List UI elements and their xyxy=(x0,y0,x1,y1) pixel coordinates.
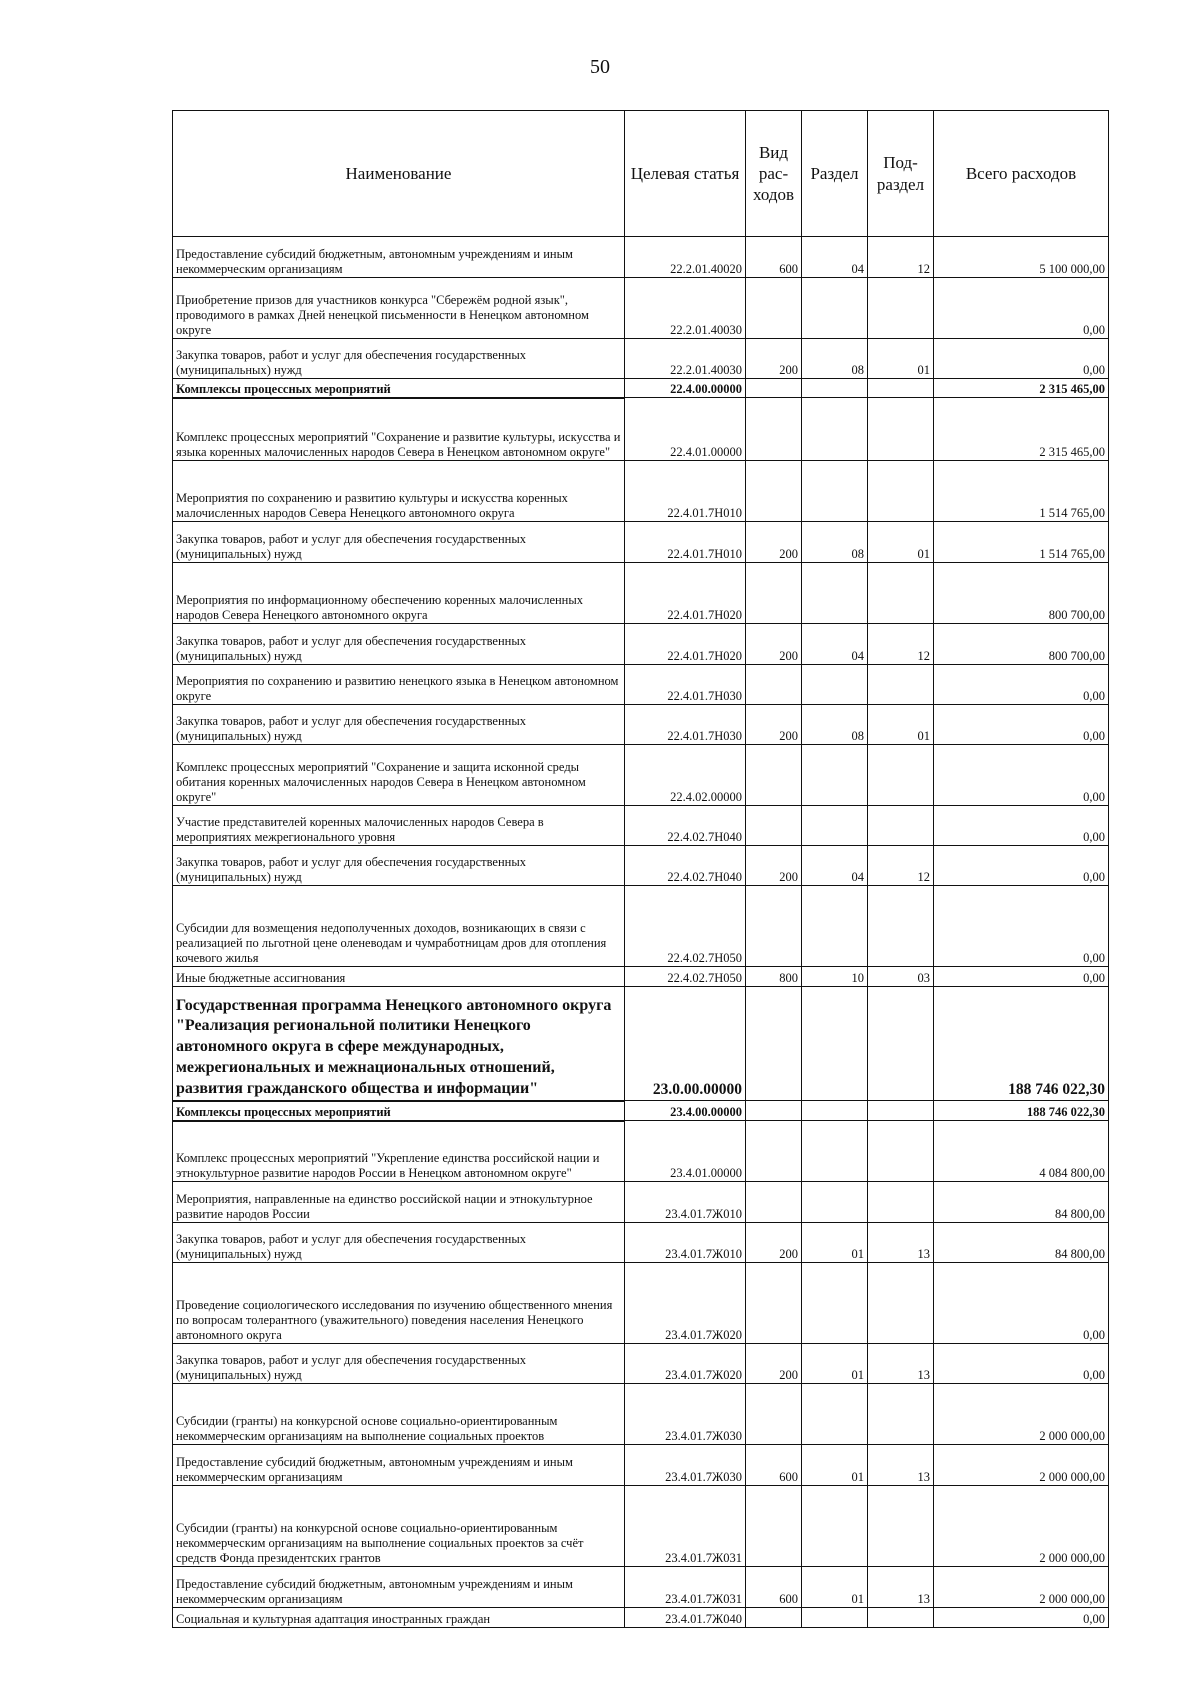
cell-target: 22.4.01.7Н010 xyxy=(625,461,746,522)
cell-section xyxy=(802,1384,868,1445)
table-row xyxy=(173,1445,1109,1486)
cell-section xyxy=(802,987,868,1101)
cell-target: 22.4.01.7Н030 xyxy=(625,665,746,705)
cell-total: 800 700,00 xyxy=(934,624,1109,665)
cell-subsection: 03 xyxy=(868,967,934,987)
cell-total: 2 000 000,00 xyxy=(934,1567,1109,1608)
cell-section: 08 xyxy=(802,705,868,745)
page-number: 50 xyxy=(590,56,610,78)
cell-kind xyxy=(746,1182,802,1223)
cell-kind: 600 xyxy=(746,237,802,278)
cell-kind: 200 xyxy=(746,339,802,379)
cell-total: 0,00 xyxy=(934,1608,1109,1628)
cell-subsection xyxy=(868,1263,934,1344)
cell-subsection xyxy=(868,987,934,1101)
table-row xyxy=(173,1182,1109,1223)
cell-section xyxy=(802,1121,868,1182)
cell-target: 22.4.01.7Н030 xyxy=(625,705,746,745)
cell-section xyxy=(802,1263,868,1344)
cell-subsection: 12 xyxy=(868,846,934,886)
cell-kind xyxy=(746,987,802,1101)
table-row xyxy=(173,379,1109,398)
cell-section xyxy=(802,563,868,624)
cell-section: 08 xyxy=(802,339,868,379)
cell-kind xyxy=(746,278,802,339)
table-row xyxy=(173,339,1109,379)
cell-target: 23.4.01.7Ж031 xyxy=(625,1486,746,1567)
cell-kind: 200 xyxy=(746,1223,802,1263)
header-subsection-line1: Под- xyxy=(883,153,918,173)
cell-section xyxy=(802,1608,868,1628)
cell-subsection: 01 xyxy=(868,339,934,379)
cell-kind: 200 xyxy=(746,624,802,665)
cell-target: 22.4.02.7Н050 xyxy=(625,886,746,967)
budget-table xyxy=(172,110,1109,1628)
cell-target: 22.4.02.7Н040 xyxy=(625,806,746,846)
header-kind-line3: ходов xyxy=(752,185,795,205)
cell-total: 2 000 000,00 xyxy=(934,1445,1109,1486)
cell-kind: 800 xyxy=(746,967,802,987)
cell-kind: 600 xyxy=(746,1445,802,1486)
cell-subsection xyxy=(868,1121,934,1182)
cell-subsection: 12 xyxy=(868,624,934,665)
cell-section xyxy=(802,665,868,705)
cell-kind xyxy=(746,806,802,846)
cell-subsection xyxy=(868,886,934,967)
cell-name: Мероприятия по информационному обеспечению коренных малочисленных народов Севера Ненецкого автономного округа xyxy=(173,563,625,624)
cell-target: 23.4.01.7Ж030 xyxy=(625,1384,746,1445)
table-row xyxy=(173,1486,1109,1567)
cell-total: 0,00 xyxy=(934,665,1109,705)
table-row xyxy=(173,563,1109,624)
cell-target: 22.2.01.40030 xyxy=(625,339,746,379)
cell-total: 0,00 xyxy=(934,846,1109,886)
cell-name: Закупка товаров, работ и услуг для обеспечения государственных (муниципальных) нужд xyxy=(173,339,625,379)
cell-subsection xyxy=(868,1486,934,1567)
cell-name: Субсидии для возмещения недополученных доходов, возникающих в связи с реализацией по льготной цене оленеводам и чумработницам дров для отопления кочевого жилья xyxy=(173,886,625,967)
cell-total: 188 746 022,30 xyxy=(934,987,1109,1101)
cell-target: 23.0.00.00000 xyxy=(625,987,746,1101)
table-row xyxy=(173,624,1109,665)
cell-name: Предоставление субсидий бюджетным, автономным учреждениям и иным некоммерческим организациям xyxy=(173,1445,625,1486)
cell-name: Приобретение призов для участников конкурса "Сбережём родной язык", проводимого в рамках Дней ненецкой письменности в Ненецком автономном округе xyxy=(173,278,625,339)
cell-total: 84 800,00 xyxy=(934,1223,1109,1263)
cell-subsection xyxy=(868,379,934,398)
cell-kind xyxy=(746,1121,802,1182)
table-row xyxy=(173,1101,1109,1121)
header-name: Наименование xyxy=(173,111,625,237)
cell-subsection: 01 xyxy=(868,522,934,563)
cell-target: 23.4.01.7Ж040 xyxy=(625,1608,746,1628)
cell-target: 22.2.01.40030 xyxy=(625,278,746,339)
cell-section xyxy=(802,461,868,522)
cell-subsection xyxy=(868,278,934,339)
cell-name: Мероприятия по сохранению и развитию культуры и искусства коренных малочисленных народов Севера Ненецкого автономного округа xyxy=(173,461,625,522)
cell-kind xyxy=(746,665,802,705)
cell-section: 01 xyxy=(802,1223,868,1263)
cell-target: 22.4.00.00000 xyxy=(625,379,746,398)
cell-name: Государственная программа Ненецкого автономного округа "Реализация региональной политики Ненецкого автономного округа в сфере международных, межрегиональных и межнациональных отношений, развития гражданского общества и информации" xyxy=(173,987,625,1101)
cell-target: 23.4.01.7Ж031 xyxy=(625,1567,746,1608)
cell-total: 5 100 000,00 xyxy=(934,237,1109,278)
header-section: Раздел xyxy=(802,111,868,237)
cell-total: 0,00 xyxy=(934,1344,1109,1384)
cell-target: 22.4.01.7Н020 xyxy=(625,624,746,665)
cell-total: 2 315 465,00 xyxy=(934,379,1109,398)
cell-name: Закупка товаров, работ и услуг для обеспечения государственных (муниципальных) нужд xyxy=(173,1344,625,1384)
cell-target: 22.4.02.7Н050 xyxy=(625,967,746,987)
cell-section: 04 xyxy=(802,237,868,278)
table-row xyxy=(173,846,1109,886)
cell-kind xyxy=(746,1608,802,1628)
table-row xyxy=(173,278,1109,339)
cell-subsection xyxy=(868,745,934,806)
cell-total: 0,00 xyxy=(934,705,1109,745)
cell-kind: 200 xyxy=(746,846,802,886)
cell-name: Комплекс процессных мероприятий "Сохранение и развитие культуры, искусства и языка коренных малочисленных народов Севера в Ненецком автономном округе" xyxy=(173,398,625,461)
cell-total: 2 315 465,00 xyxy=(934,398,1109,461)
cell-section: 04 xyxy=(802,846,868,886)
header-subsection-line2: раздел xyxy=(876,174,925,194)
cell-subsection xyxy=(868,1384,934,1445)
cell-target: 23.4.01.7Ж030 xyxy=(625,1445,746,1486)
cell-kind xyxy=(746,1486,802,1567)
cell-total: 84 800,00 xyxy=(934,1182,1109,1223)
cell-total: 0,00 xyxy=(934,339,1109,379)
cell-section xyxy=(802,379,868,398)
cell-subsection xyxy=(868,398,934,461)
cell-section xyxy=(802,745,868,806)
cell-section xyxy=(802,1486,868,1567)
cell-target: 22.4.01.7Н020 xyxy=(625,563,746,624)
table-row xyxy=(173,745,1109,806)
cell-target: 22.4.01.00000 xyxy=(625,398,746,461)
table-row xyxy=(173,461,1109,522)
cell-name: Закупка товаров, работ и услуг для обеспечения государственных (муниципальных) нужд xyxy=(173,846,625,886)
cell-total: 0,00 xyxy=(934,806,1109,846)
cell-target: 23.4.01.7Ж010 xyxy=(625,1223,746,1263)
cell-name: Закупка товаров, работ и услуг для обеспечения государственных (муниципальных) нужд xyxy=(173,624,625,665)
cell-subsection xyxy=(868,1182,934,1223)
cell-kind: 200 xyxy=(746,522,802,563)
cell-name: Субсидии (гранты) на конкурсной основе социально-ориентированным некоммерческим организациям на выполнение социальных проектов xyxy=(173,1384,625,1445)
cell-total: 0,00 xyxy=(934,1263,1109,1344)
cell-subsection xyxy=(868,665,934,705)
table-row xyxy=(173,1344,1109,1384)
cell-total: 188 746 022,30 xyxy=(934,1101,1109,1121)
cell-name: Субсидии (гранты) на конкурсной основе социально-ориентированным некоммерческим организациям на выполнение социальных проектов за счёт средств Фонда президентских грантов xyxy=(173,1486,625,1567)
cell-kind xyxy=(746,379,802,398)
cell-total: 0,00 xyxy=(934,967,1109,987)
table-row xyxy=(173,1567,1109,1608)
cell-section: 04 xyxy=(802,624,868,665)
cell-subsection xyxy=(868,461,934,522)
cell-subsection: 13 xyxy=(868,1445,934,1486)
cell-subsection xyxy=(868,1608,934,1628)
cell-section xyxy=(802,1101,868,1121)
table-row xyxy=(173,522,1109,563)
table-row xyxy=(173,987,1109,1101)
cell-subsection: 01 xyxy=(868,705,934,745)
cell-total: 0,00 xyxy=(934,886,1109,967)
cell-subsection xyxy=(868,563,934,624)
cell-section xyxy=(802,886,868,967)
table-row xyxy=(173,1263,1109,1344)
header-total: Всего расходов xyxy=(934,111,1109,237)
cell-name: Мероприятия по сохранению и развитию ненецкого языка в Ненецком автономном округе xyxy=(173,665,625,705)
cell-target: 23.4.01.7Ж020 xyxy=(625,1344,746,1384)
cell-total: 4 084 800,00 xyxy=(934,1121,1109,1182)
cell-name: Участие представителей коренных малочисленных народов Севера в мероприятиях межрегионального уровня xyxy=(173,806,625,846)
table-row xyxy=(173,1121,1109,1182)
cell-subsection: 13 xyxy=(868,1567,934,1608)
table-row xyxy=(173,1608,1109,1628)
cell-name: Мероприятия, направленные на единство российской нации и этнокультурное развитие народов России xyxy=(173,1182,625,1223)
cell-total: 0,00 xyxy=(934,745,1109,806)
cell-kind: 200 xyxy=(746,705,802,745)
cell-target: 23.4.00.00000 xyxy=(625,1101,746,1121)
header-kind xyxy=(746,111,802,237)
cell-kind xyxy=(746,1263,802,1344)
cell-kind xyxy=(746,1101,802,1121)
cell-name: Комплексы процессных мероприятий xyxy=(173,1101,625,1121)
header-subsection xyxy=(868,111,934,237)
cell-name: Закупка товаров, работ и услуг для обеспечения государственных (муниципальных) нужд xyxy=(173,1223,625,1263)
table-row xyxy=(173,237,1109,278)
cell-name: Закупка товаров, работ и услуг для обеспечения государственных (муниципальных) нужд xyxy=(173,705,625,745)
cell-section: 01 xyxy=(802,1445,868,1486)
header-target: Целевая статья xyxy=(625,111,746,237)
cell-target: 23.4.01.7Ж020 xyxy=(625,1263,746,1344)
header-kind-line1: Вид xyxy=(758,142,789,162)
cell-name: Комплексы процессных мероприятий xyxy=(173,379,625,398)
cell-section xyxy=(802,806,868,846)
cell-total: 2 000 000,00 xyxy=(934,1486,1109,1567)
cell-name: Предоставление субсидий бюджетным, автономным учреждениям и иным некоммерческим организациям xyxy=(173,1567,625,1608)
header-kind-line2: рас- xyxy=(758,163,789,183)
cell-target: 23.4.01.00000 xyxy=(625,1121,746,1182)
cell-total: 1 514 765,00 xyxy=(934,522,1109,563)
cell-subsection xyxy=(868,1101,934,1121)
cell-total: 1 514 765,00 xyxy=(934,461,1109,522)
cell-name: Иные бюджетные ассигнования xyxy=(173,967,625,987)
cell-kind xyxy=(746,745,802,806)
cell-subsection xyxy=(868,806,934,846)
table-row xyxy=(173,1223,1109,1263)
table-row xyxy=(173,967,1109,987)
cell-target: 22.4.02.7Н040 xyxy=(625,846,746,886)
cell-target: 22.2.01.40020 xyxy=(625,237,746,278)
table-row xyxy=(173,705,1109,745)
cell-section xyxy=(802,398,868,461)
table-row xyxy=(173,886,1109,967)
cell-name: Проведение социологического исследования по изучению общественного мнения по вопросам толерантного (уважительного) поведения населения Ненецкого автономного округа xyxy=(173,1263,625,1344)
cell-section: 10 xyxy=(802,967,868,987)
cell-section xyxy=(802,278,868,339)
table-row xyxy=(173,806,1109,846)
cell-name: Комплекс процессных мероприятий "Укрепление единства российской нации и этнокультурное развитие народов России в Ненецком автономном округе" xyxy=(173,1121,625,1182)
cell-subsection: 13 xyxy=(868,1223,934,1263)
cell-kind xyxy=(746,398,802,461)
cell-name: Закупка товаров, работ и услуг для обеспечения государственных (муниципальных) нужд xyxy=(173,522,625,563)
cell-section xyxy=(802,1182,868,1223)
cell-total: 800 700,00 xyxy=(934,563,1109,624)
table-row xyxy=(173,398,1109,461)
cell-kind: 600 xyxy=(746,1567,802,1608)
cell-kind: 200 xyxy=(746,1344,802,1384)
cell-section: 08 xyxy=(802,522,868,563)
cell-kind xyxy=(746,1384,802,1445)
cell-name: Комплекс процессных мероприятий "Сохранение и защита исконной среды обитания коренных малочисленных народов Севера в Ненецком автономном округе" xyxy=(173,745,625,806)
table-row xyxy=(173,665,1109,705)
table-row xyxy=(173,1384,1109,1445)
cell-kind xyxy=(746,461,802,522)
cell-section: 01 xyxy=(802,1567,868,1608)
cell-target: 22.4.02.00000 xyxy=(625,745,746,806)
cell-name: Социальная и культурная адаптация иностранных граждан xyxy=(173,1608,625,1628)
cell-name: Предоставление субсидий бюджетным, автономным учреждениям и иным некоммерческим организациям xyxy=(173,237,625,278)
header-row xyxy=(173,111,1109,237)
cell-total: 2 000 000,00 xyxy=(934,1384,1109,1445)
cell-subsection: 12 xyxy=(868,237,934,278)
cell-kind xyxy=(746,563,802,624)
cell-target: 23.4.01.7Ж010 xyxy=(625,1182,746,1223)
cell-kind xyxy=(746,886,802,967)
cell-target: 22.4.01.7Н010 xyxy=(625,522,746,563)
cell-subsection: 13 xyxy=(868,1344,934,1384)
cell-total: 0,00 xyxy=(934,278,1109,339)
cell-section: 01 xyxy=(802,1344,868,1384)
